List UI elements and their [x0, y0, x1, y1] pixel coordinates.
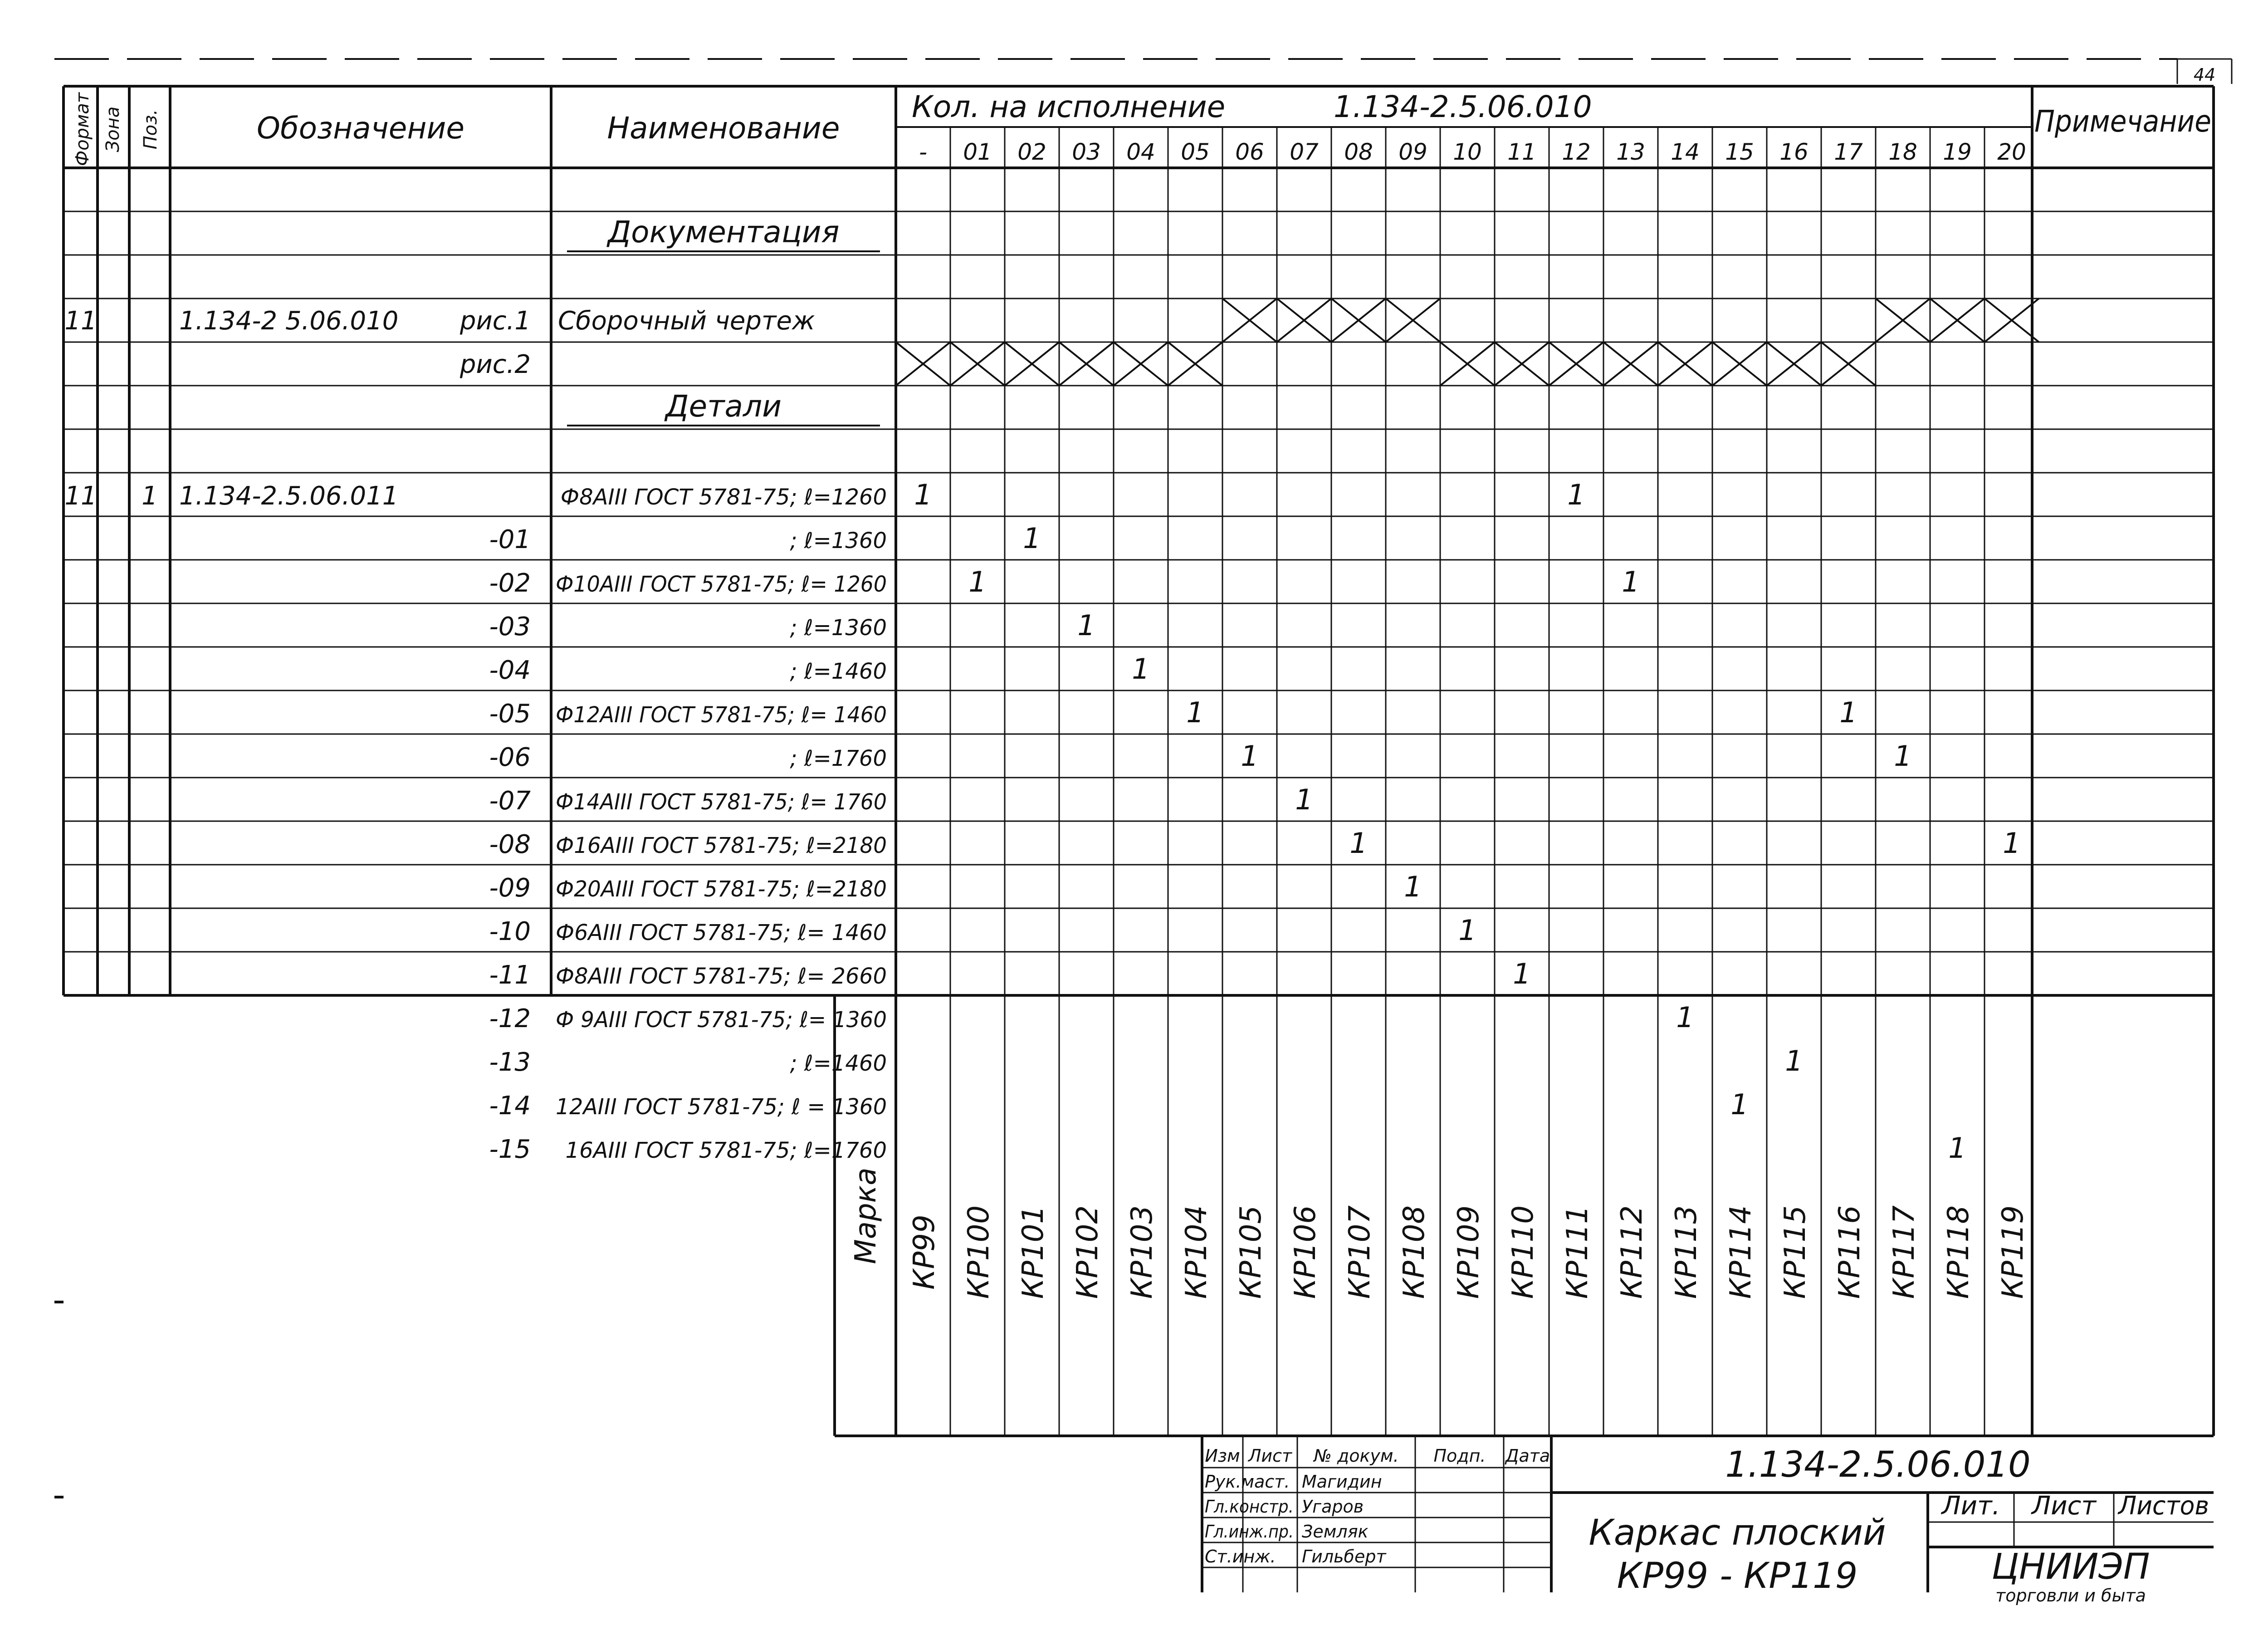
mark-КР111: КР111 [1561, 1205, 1594, 1299]
part-suffix: -01 [489, 525, 531, 554]
part-suffix: -06 [489, 743, 531, 772]
variant-header-18: 18 [1888, 139, 1917, 165]
part-qty: 1 [1404, 870, 1422, 903]
mark-КР104: КР104 [1180, 1205, 1213, 1299]
part-suffix: -13 [489, 1048, 531, 1077]
part-suffix: -02 [489, 568, 531, 598]
part-suffix: -12 [489, 1004, 531, 1033]
mark-КР103: КР103 [1125, 1205, 1159, 1299]
variant-header-17: 17 [1834, 139, 1863, 165]
mark-КР119: КР119 [1996, 1205, 2030, 1299]
assembly-designation: 1.134-2 5.06.010 [179, 306, 399, 336]
part-pos: 1 [142, 481, 158, 511]
part-material: Ф 9АIII ГОСТ 5781-75; ℓ= 1360 [556, 1007, 887, 1033]
part-suffix: -14 [489, 1091, 531, 1121]
tb-role: Ст.инж. [1205, 1547, 1276, 1567]
tb-hdr-docnum: № докум. [1314, 1446, 1399, 1466]
header-designation: Обозначение [257, 111, 464, 146]
assembly-fig2: рис.2 [459, 350, 531, 379]
part-material: 16АIII ГОСТ 5781-75; ℓ=1760 [565, 1138, 887, 1163]
part-qty: 1 [2003, 827, 2021, 860]
tb-sheets: Листов [2117, 1491, 2209, 1521]
tb-org-sub: торговли и быта [1995, 1586, 2146, 1606]
part-suffix: -15 [489, 1135, 531, 1164]
part-qty: 1 [1513, 957, 1531, 990]
tb-person-name: Угаров [1302, 1497, 1364, 1517]
part-material: Ф10АIII ГОСТ 5781-75; ℓ= 1260 [556, 572, 887, 597]
part-material: Ф8АIII ГОСТ 5781-75; ℓ= 2660 [556, 964, 887, 989]
header-name: Наименование [607, 111, 840, 146]
part-qty: 1 [1839, 696, 1857, 729]
variant-header-13: 13 [1616, 139, 1645, 165]
part-qty: 1 [914, 478, 932, 511]
part-qty: 1 [1295, 783, 1313, 816]
mark-КР102: КР102 [1071, 1205, 1105, 1299]
mark-КР117: КР117 [1887, 1205, 1921, 1299]
part-suffix: -08 [489, 830, 531, 859]
part-material: ; ℓ=1760 [790, 746, 887, 771]
part-qty: 1 [968, 565, 987, 598]
part-qty: 1 [1241, 739, 1259, 773]
mark-КР99: КР99 [908, 1214, 941, 1290]
section-documents: Документация [607, 215, 840, 250]
variant-header-11: 11 [1507, 139, 1536, 165]
part-qty: 1 [1676, 1001, 1694, 1034]
variant-header-19: 19 [1943, 139, 1972, 165]
part-material: Ф14АIII ГОСТ 5781-75; ℓ= 1760 [556, 789, 887, 815]
part-qty: 1 [1077, 609, 1095, 642]
variant-header-10: 10 [1453, 139, 1482, 165]
mark-КР114: КР114 [1724, 1205, 1758, 1299]
part-qty: 1 [1785, 1044, 1803, 1077]
part-qty: 1 [1622, 565, 1640, 598]
table-text [64, 65, 2215, 1606]
header-qty-title: Кол. на исполнение [912, 89, 1226, 124]
tb-org: ЦНИИЭП [1991, 1547, 2150, 1587]
tb-lit: Лит. [1941, 1491, 2000, 1521]
variant-header-15: 15 [1725, 139, 1754, 165]
part-suffix: -03 [489, 612, 531, 641]
part-suffix: -11 [489, 960, 531, 990]
section-parts: Детали [665, 389, 782, 424]
tb-title-line1: Каркас плоский [1589, 1513, 1886, 1553]
mark-КР106: КР106 [1289, 1205, 1322, 1299]
part-designation: 1.134-2.5.06.011 [179, 481, 399, 511]
mark-КР100: КР100 [962, 1205, 996, 1299]
tb-role: Рук.маст. [1205, 1472, 1290, 1492]
sheet-number: 44 [2193, 65, 2216, 85]
part-qty: 1 [1349, 827, 1368, 860]
tb-person-name: Гильберт [1302, 1547, 1386, 1567]
tb-hdr-date: Дата [1505, 1446, 1550, 1466]
variant-header-20: 20 [1997, 139, 2026, 165]
mark-КР118: КР118 [1942, 1205, 1975, 1299]
mark-КР115: КР115 [1779, 1205, 1812, 1299]
part-qty: 1 [1023, 522, 1041, 555]
variant-header-12: 12 [1562, 139, 1591, 165]
tb-role: Гл.констр. [1205, 1497, 1294, 1517]
tb-title-line2: КР99 - КР119 [1617, 1556, 1858, 1596]
variant-header-16: 16 [1779, 139, 1809, 165]
variant-header-6: 06 [1235, 139, 1264, 165]
variant-header-1: 01 [963, 139, 992, 165]
assembly-name: Сборочный чертеж [558, 306, 815, 336]
part-suffix: -07 [489, 786, 531, 816]
part-qty: 1 [1948, 1131, 1966, 1165]
assembly-fig1: рис.1 [459, 306, 531, 336]
header-pos: Поз. [140, 109, 161, 150]
tb-person-name: Земляк [1302, 1522, 1369, 1542]
part-material: Ф20АIII ГОСТ 5781-75; ℓ=2180 [556, 876, 887, 902]
table-grid [54, 59, 2232, 1592]
variant-header-8: 08 [1344, 139, 1373, 165]
mark-КР116: КР116 [1833, 1205, 1867, 1299]
tb-hdr-list: Лист [1248, 1446, 1292, 1466]
part-qty: 1 [1458, 914, 1476, 947]
part-material: ; ℓ=1460 [790, 659, 887, 684]
part-qty: 1 [1186, 696, 1204, 729]
mark-КР107: КР107 [1343, 1205, 1377, 1299]
header-format: Формат [72, 92, 93, 166]
mark-КР109: КР109 [1452, 1205, 1486, 1299]
part-qty: 1 [1730, 1088, 1749, 1121]
part-qty: 1 [1567, 478, 1585, 511]
part-material: ; ℓ=1360 [790, 528, 887, 553]
part-suffix: -05 [489, 699, 531, 729]
mark-КР110: КР110 [1506, 1205, 1540, 1299]
variant-header-2: 02 [1017, 139, 1046, 165]
tb-role: Гл.инж.пр. [1205, 1522, 1294, 1542]
mark-КР101: КР101 [1017, 1205, 1050, 1299]
variant-header-7: 07 [1290, 139, 1319, 165]
marka-label: Марка [849, 1167, 883, 1264]
part-material: ; ℓ=1460 [790, 1051, 887, 1076]
part-material: Ф12АIII ГОСТ 5781-75; ℓ= 1460 [556, 702, 887, 728]
part-material: Ф16АIII ГОСТ 5781-75; ℓ=2180 [556, 833, 887, 858]
mark-КР113: КР113 [1670, 1205, 1703, 1299]
part-suffix: -09 [489, 873, 531, 903]
variant-header-4: 04 [1126, 139, 1155, 165]
tb-sheet: Лист [2032, 1491, 2096, 1521]
part-material: ; ℓ=1360 [790, 615, 887, 641]
part-material: Ф8АIII ГОСТ 5781-75; ℓ=1260 [560, 485, 887, 510]
header-qty-doc: 1.134-2.5.06.010 [1334, 89, 1592, 124]
part-format: 11 [64, 481, 97, 511]
mark-КР112: КР112 [1615, 1205, 1649, 1299]
part-qty: 1 [1132, 652, 1150, 685]
part-suffix: -04 [489, 656, 531, 685]
mark-КР105: КР105 [1234, 1205, 1268, 1299]
tb-person-name: Магидин [1302, 1472, 1382, 1492]
tb-hdr-sign: Подп. [1433, 1446, 1486, 1466]
variant-header-14: 14 [1671, 139, 1700, 165]
part-qty: 1 [1894, 739, 1912, 773]
tb-doc-number: 1.134-2.5.06.010 [1725, 1444, 2031, 1485]
assembly-format: 11 [64, 306, 97, 336]
part-suffix: -10 [489, 917, 531, 946]
variant-header-3: 03 [1072, 139, 1101, 165]
tb-hdr-izm: Изм [1205, 1446, 1240, 1466]
variant-header-9: 09 [1398, 139, 1427, 165]
part-material: 12АIII ГОСТ 5781-75; ℓ = 1360 [556, 1094, 887, 1120]
mark-КР108: КР108 [1398, 1205, 1431, 1299]
header-zone: Зона [103, 106, 123, 152]
variant-header-5: 05 [1181, 139, 1210, 165]
header-note: Примечание [2034, 104, 2211, 139]
variant-header-0: - [919, 139, 928, 165]
part-material: Ф6АIII ГОСТ 5781-75; ℓ= 1460 [556, 920, 887, 945]
